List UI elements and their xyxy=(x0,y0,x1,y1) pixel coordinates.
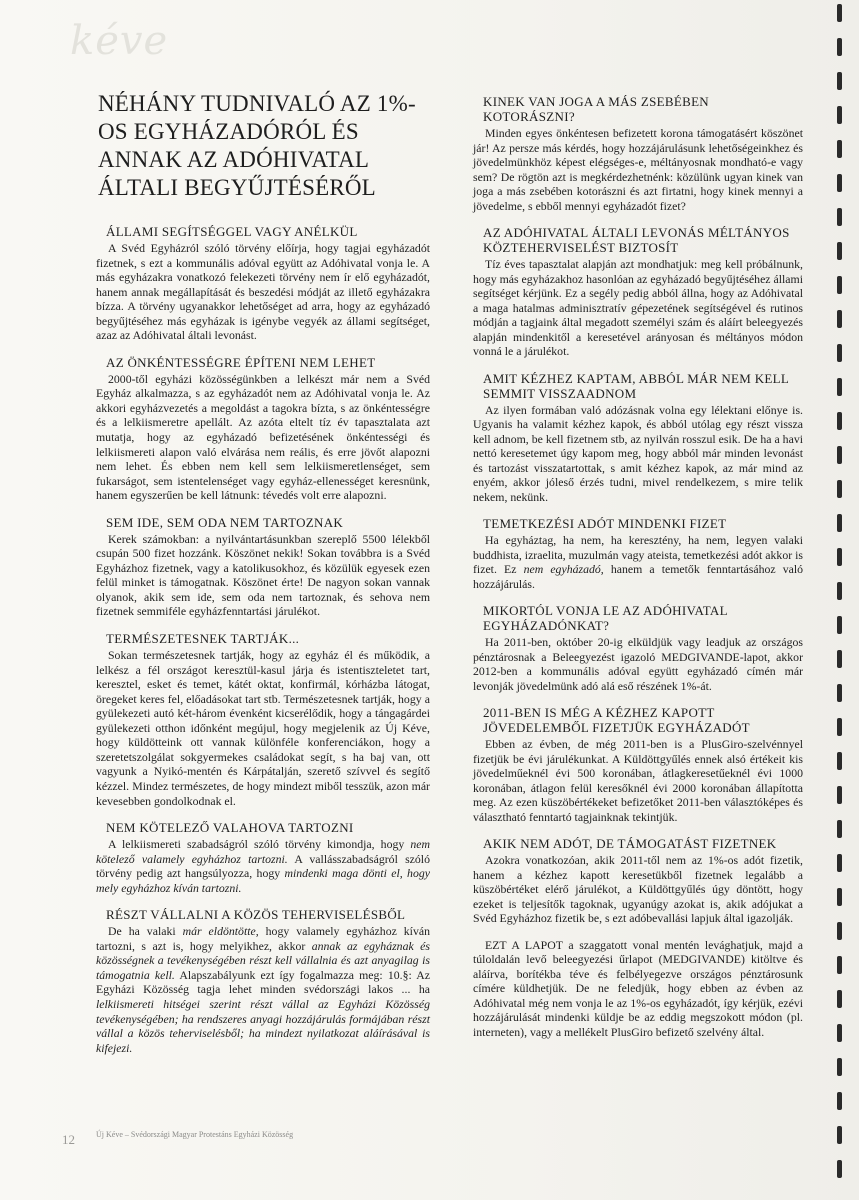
text-run: A lelkiismereti szabadságról szóló törvény kimondja, hogy xyxy=(108,837,411,852)
italic-run: mindenki maga dönti el, hogy mely egyházhoz kíván tartozni. xyxy=(96,866,430,895)
text-run: A vallásszabadságról szóló törvény pedig azt hangsúlyozza, hogy xyxy=(96,851,430,881)
section-body: Sokan természetesnek tartják, hogy az egyház él és működik, a lelkész a fél országot keresztül-kasul járja és istentiszteletet tart, keresztel, esket és temet, kátét oktat, konfirmál, kórházba látogat, öregeket keres fel, előadásokat tart stb. Természetesnek tartják, hogy a gyülekezeti autó két-három évenként kicserélődik, hogy a tángagárdei gyülekezeti otthon időnként megújul, hogy megjelenik az Új Kéve, hogy küldötteink ott vannak különféle konferenciákon, hogy a szeretetszolgálat sokgyermekes családokat segít, s ha baj van, ott vagyunk a Nyikó-mentén és Kárpátalján, szerető szívvel és segítő kézzel. Mindez természetes, de hogy mindezt miből tesszük, azon már kevesebben gondolkodnak el. xyxy=(96,648,430,808)
section-nem-kotelezo xyxy=(96,820,430,895)
section-ezt-a-lapot xyxy=(473,938,803,1040)
section-heading: KINEK VAN JOGA A MÁS ZSEBÉBEN KOTORÁSZNI? xyxy=(483,94,709,124)
section-heading: SEM IDE, SEM ODA NEM TARTOZNAK xyxy=(106,514,344,530)
section-mikortol xyxy=(473,603,803,693)
section-body: A Svéd Egyházról szóló törvény előírja, hogy tagjai egyházadót fizetnek, s ezt a kommunális adóval együtt az Adóhivatal vonja le. A más egyházakra vonatkozó felekezeti törvény nem ír elő egyházadót, hanem annak megállapítását és beszedési módját az illető egyházakra bízza. A törvény ugyanakkor lehetőséget ad arra, hogy az egyházadó begyűjtéséhez más egyházak is igénybe vegyék az állami segítséget, azaz az Adóhivatal általi levonást. xyxy=(96,241,430,343)
section-body: Azokra vonatkozóan, akik 2011-től nem az 1%-os adót fizetik, hanem a kézhez kapott keresetükből fizetnek legalább a küszöbértéket elérő járulékot, a Küldöttgyűlés úgy döntött, hogy ezeket is teljesítők tagoknak, ugyanúgy azokat is, akik adójukat a Svéd Egyházhoz fizetik be, s ezt adóbevallási lapjuk által igazolják. xyxy=(473,853,803,925)
section-tamogatast-fizetnek xyxy=(473,836,803,926)
section-body: Kerek számokban: a nyilvántartásunkban szereplő 5500 lélekből csupán 500 fizet hozzánk. Köszönet nekik! Sokan továbbra is a Svéd Egyházhoz fizetnek, vagy a katolikusokhoz, és közülük egyesek ezen felül minket is támogatnak. Köszönet érte! De nagyon sokan vannak olyanok, akik sem ide, sem oda nem tartoznak, és sehova nem fizetnek semmiféle egyházfenntartási járulékot. xyxy=(96,531,430,619)
lead-in-caps: EZT A LAPOT xyxy=(485,937,563,952)
italic-run: nem egyházadó, xyxy=(523,562,604,576)
section-heading: TERMÉSZETESNEK TARTJÁK... xyxy=(106,631,300,647)
text-run: hogy valamely egyházhoz kíván tartozni, s azt is, hogy melyikhez, akkor xyxy=(96,924,430,953)
section-body: Ha 2011-ben, október 20-ig elküldjük vagy leadjuk az országos pénztárosnak a Beleegyezést igazoló MEDGIVANDE-lapot, akkor 2012-ben a kommunális adóval együtt egyházadó címén már levonják jövedelmünk adó alá eső részének 1%-át. xyxy=(473,635,803,693)
right-column xyxy=(473,94,803,1048)
spiral-binding xyxy=(817,0,859,1200)
section-heading: AZ ÖNKÉNTESSÉGRE ÉPÍTENI NEM LEHET xyxy=(106,354,376,370)
section-heading: NEM KÖTELEZŐ VALAHOVA TARTOZNI xyxy=(106,820,354,836)
section-body: Ebben az évben, de még 2011-ben is a PlusGiro-szelvénnyel fizetjük be évi járulékunkat. A Küldöttgyűlés ennek alsó értékeit kis jövedelműeknél évi 500 koronában, átlagkeresetűeknél évi 1000 koronában, átlagon felül keresőknél évi 2000 koronában állapította meg. Az ezen küszöbértékeket befizetőket 2011-ben választóképes és választható fenntartó tagjainknak tekintjük. xyxy=(473,737,803,824)
text-run: hanem a temetők fenntartásához való hozzájárulás. xyxy=(473,562,804,591)
section-body: Az ilyen formában való adózásnak volna egy lélektani előnye is. Ugyanis ha valamit kézhez kapok, és abból utólag egy részt vissza kell adnom, be kell fizetnem stb, az nyilván rosszul esik. De ha a havi nettó keresetemet úgy kapom meg, hogy abból már minden levonást és tartozást visszatartottak, s amit kézhez kapok, az már mind az enyém, akkor jóleső érzés tudni, mivel rendelkezem, s mire telik nekem, nekünk. xyxy=(473,402,803,504)
text-run: De ha valaki xyxy=(108,924,183,939)
section-kinek-van-joga xyxy=(473,94,803,213)
section-heading: AMIT KÉZHEZ KAPTAM, ABBÓL MÁR NEM KELL SEMMIT VISSZAADNOM xyxy=(483,370,789,401)
section-heading: TEMETKEZÉSI ADÓT MINDENKI FIZET xyxy=(483,516,727,531)
page-footer: Új Kéve – Svédországi Magyar Protestáns Egyházi Közösség xyxy=(96,1130,294,1139)
section-heading: RÉSZT VÁLLALNI A KÖZÖS TEHERVISELÉSBŐL xyxy=(106,907,406,923)
section-kezhez-kaptam xyxy=(473,371,803,505)
section-reszt-vallalni xyxy=(96,907,430,1055)
section-allami xyxy=(96,224,430,343)
section-heading: ÁLLAMI SEGÍTSÉGGEL VAGY ANÉLKÜL xyxy=(106,224,358,239)
section-heading: MIKORTÓL VONJA LE AZ ADÓHIVATAL EGYHÁZADÓNKAT? xyxy=(483,603,728,633)
section-temetkezesi-ado xyxy=(473,516,803,591)
section-body: Tíz éves tapasztalat alapján azt mondhatjuk: meg kell próbálnunk, hogy más egyházakhoz hasonlóan az egyházadó begyűjtéséhez állami segítséget kérjünk. Ez a segély pedig abból állna, hogy az Adóhivatal a maga hatalmas adminisztratív gépezetének segítségével és rutinos módján a tagjaink által megadott személyi szám és aláírt beleegyezés alapján mindenkitől a keresetével arányosan és méltányos módon vonná le a járulékot. xyxy=(473,257,803,358)
italic-run: már eldöntötte, xyxy=(182,924,259,939)
text-run: a szaggatott vonal mentén levághatjuk, majd a túloldalán levő beleegyezési űrlapot (MEDGIVANDE) kitöltve és aláírva, borítékba téve és felbélyegezve országos pénztárosunk címére küldhetjük. De ne feledjük, hogy ebben az évben az Adóhivatal még nem vonja le az 1%-os egyházadót, így kérjük, ezévi hozzájárulását mindenki küldje be az eddig megszokott módon (pl. interneten), vagy a mellékelt PlusGiro befizető szelvény által. xyxy=(473,937,803,1039)
section-body: Minden egyes önkéntesen befizetett korona támogatásért köszönet jár! Az persze más kérdés, hogy hozzájárulásunk lehetőségeinkhez és jövedelmünkhöz képest elégséges-e, méltányosnak mondható-e vagy sem? De rögtön azt is megkérdezhetnénk: közülünk ugyan kinek van joga a más zsebében kotorászni és azt firtatni, hogy kinek mennyi a jövedelme, s ebből mennyi egyházadót fizet? xyxy=(473,126,803,213)
italic-run: annak az egyháznak és közösségnek a tevékenységében részt kell vállalnia és azt anyagilag is támogatnia kell. xyxy=(96,938,430,982)
left-column xyxy=(96,90,430,1064)
section-body xyxy=(96,837,430,895)
section-sem-ide xyxy=(96,515,430,619)
section-heading: 2011-BEN IS MÉG A KÉZHEZ KAPOTT JÖVEDELEMBŐL FIZETJÜK EGYHÁZADÓT xyxy=(483,705,750,735)
section-adohivatal-levonas xyxy=(473,225,803,359)
section-body: 2000-től egyházi közösségünkben a lelkészt már nem a Svéd Egyház alkalmazza, s az egyházadót nem az Adóhivatal vonja le. Az akkori egyházvezetés a megoldást a tagokra bízta, s az önkéntességre és a lelkiismeretre apellált. Az azóta eltelt tíz év tapasztalata azt mutatja, hogy az egyházadó befizetésének önkéntességi és lelkiismereti alapon való elvárása nem reális, és erre jövőt alapozni nem lehet. És ebben nem kell sem lelkiismeretlenséget, sem fukarságot, sem istentelenséget vagy egyház-ellenességet keresnünk, hanem egyszerűen be kell látnunk: tévedés volt erre alapozni. xyxy=(96,371,430,503)
section-body xyxy=(473,533,803,591)
section-2011-ben xyxy=(473,705,803,824)
masthead-logo: kéve xyxy=(70,18,169,64)
section-body xyxy=(473,938,803,1040)
section-body xyxy=(96,924,430,1055)
text-run: Ha egyháztag, ha nem, ha keresztény, ha nem, legyen valaki buddhista, izraelita, muzulmán vagy ateista, temetkezési adót akkor is fizet. Ez xyxy=(473,533,803,576)
page-number: 12 xyxy=(62,1132,75,1147)
italic-run: nem kötelező valamely egyházhoz tartozni. xyxy=(96,837,430,866)
section-heading: AKIK NEM ADÓT, DE TÁMOGATÁST FIZETNEK xyxy=(483,836,777,851)
section-termeszetesnek xyxy=(96,631,430,808)
italic-run: lelkiismereti hitségei szerint részt vállal az Egyházi Közösség tevékenységében; ha rendszeres anyagi hozzájárulás formájában részt vállal a közös teherviselésből; ha mindezt nyilatkozat aláírásával is kifejezi. xyxy=(96,996,430,1055)
section-onkentesseg xyxy=(96,355,430,503)
article-title: NÉHÁNY TUDNIVALÓ AZ 1%-OS EGYHÁZADÓRÓL ÉS ANNAK AZ ADÓHIVATAL ÁLTALI BEGYŰJTÉSÉRŐL xyxy=(98,91,416,200)
section-heading: AZ ADÓHIVATAL ÁLTALI LEVONÁS MÉLTÁNYOS KÖZTEHERVISELÉST BIZTOSÍT xyxy=(483,225,790,255)
text-run: Alapszabályunk ezt így fogalmazza meg: 10.§: Az Egyházi Közösség tagja lehet minden svédországi lakos ... ha xyxy=(96,967,431,997)
